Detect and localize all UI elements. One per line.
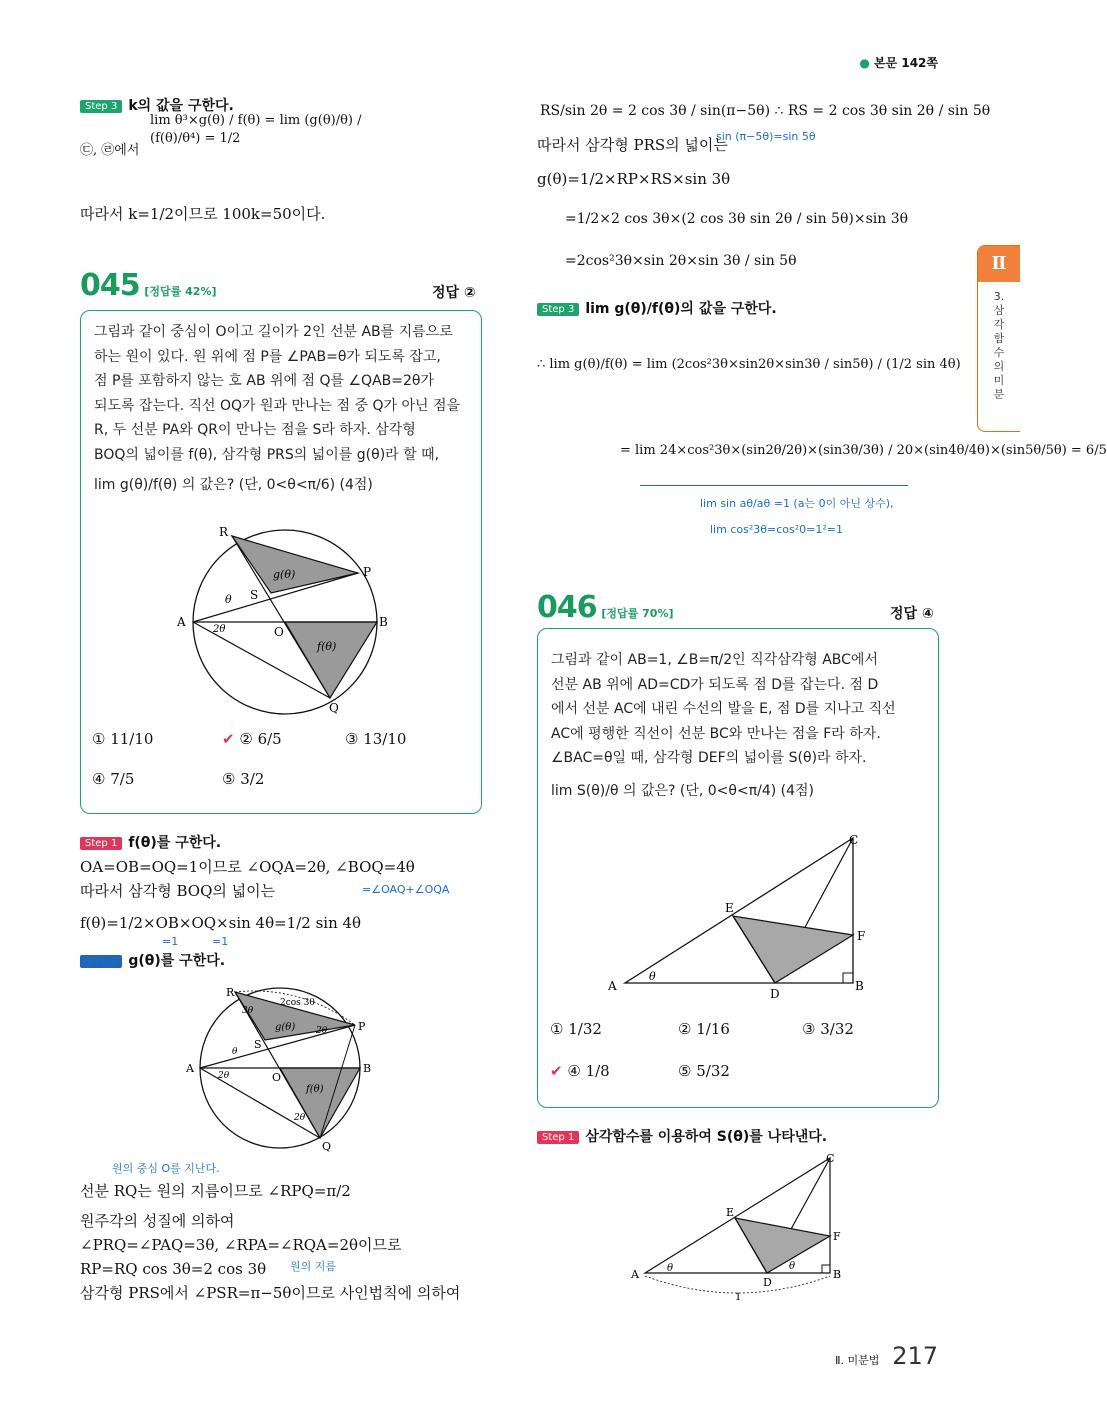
svg-text:Q: Q (329, 701, 339, 715)
p045-step3-note1: lim sin aθ/aθ =1 (a는 0이 아닌 상수), (700, 497, 894, 510)
svg-text:R: R (219, 525, 229, 539)
choice-045-4[interactable]: ④ 7/5 (92, 770, 135, 788)
svg-text:g(θ): g(θ) (273, 568, 296, 581)
p045-step1-line2: 따라서 삼각형 BOQ의 넓이는 (80, 882, 276, 900)
svg-text:θ: θ (225, 593, 232, 606)
problem-045-answer: 정답 ② (432, 285, 476, 301)
figure-046 (605, 828, 875, 1003)
left-step3-conclusion: 따라서 k=1/2이므로 100k=50이다. (80, 205, 326, 223)
svg-text:O: O (272, 1071, 282, 1084)
chapter-roman: Ⅱ (978, 246, 1020, 282)
svg-text:2θ: 2θ (218, 1071, 230, 1081)
svg-text:A: A (631, 1268, 639, 1281)
p045-step2-line5: 삼각형 PRS에서 ∠PSR=π−5θ이므로 사인법칙에 의하여 (80, 1284, 461, 1302)
page-number: 217 (892, 1342, 938, 1370)
svg-text:C: C (849, 833, 859, 847)
p045-right-line1: RS/sin 2θ = 2 cos 3θ / sin(π−5θ) ∴ RS = 2 cos 3θ sin 2θ / sin 5θ (540, 103, 991, 119)
svg-text:D: D (770, 987, 780, 1001)
svg-text:Q: Q (322, 1140, 332, 1153)
svg-text:θ: θ (232, 1047, 238, 1057)
svg-text:S: S (250, 588, 259, 602)
svg-text:F: F (857, 929, 866, 943)
choice-045-2[interactable]: ✔ ② 6/5 (222, 730, 282, 748)
figure-045 (175, 520, 395, 720)
p045-right-note: sin (π−5θ)=sin 5θ (716, 130, 816, 143)
svg-text:B: B (379, 615, 388, 629)
svg-text:B: B (833, 1268, 842, 1281)
page-footer: Ⅱ. 미분법 217 (835, 1342, 938, 1370)
svg-text:2θ: 2θ (213, 624, 226, 635)
svg-text:E: E (726, 1206, 735, 1219)
choice-046-2[interactable]: ② 1/16 (678, 1020, 730, 1038)
p045-step1-note2: =1 (162, 935, 179, 948)
choice-046-1[interactable]: ① 1/32 (550, 1020, 602, 1038)
check-mark-icon: ✔ (550, 1062, 563, 1080)
p045-step3-line1: ∴ lim g(θ)/f(θ) = lim (2cos²3θ×sin2θ×sin3θ / sin5θ) / (1/2 sin 4θ) (537, 357, 961, 372)
figure-046-step1 (625, 1148, 855, 1303)
choice-045-3[interactable]: ③ 13/10 (345, 730, 407, 748)
svg-text:1: 1 (735, 1292, 742, 1303)
page-ref: ● 본문 142쪽 (859, 56, 938, 70)
chapter-title-vertical: 3. 삼 각 함 수 의 미 분 (993, 290, 1005, 401)
p045-step3: Step 3 lim g(θ)/f(θ)의 값을 구한다. (537, 298, 777, 318)
p045-step1: Step 1 f(θ)를 구한다. (80, 832, 221, 852)
chapter-side-tab (977, 245, 1020, 432)
svg-text:O: O (274, 625, 284, 639)
svg-text:2θ: 2θ (316, 1026, 328, 1036)
svg-text:P: P (363, 565, 372, 579)
svg-text:E: E (725, 901, 734, 915)
svg-text:f(θ): f(θ) (306, 1084, 324, 1095)
p045-right-line4: =1/2×2 cos 3θ×(2 cos 3θ sin 2θ / sin 5θ)×sin 3θ (565, 211, 909, 227)
problem-046-answer: 정답 ④ (890, 606, 934, 622)
choice-046-4[interactable]: ✔ ④ 1/8 (550, 1062, 610, 1080)
p045-step2-line2: 원주각의 성질에 의하여 (80, 1212, 235, 1230)
svg-text:3θ: 3θ (242, 1006, 254, 1016)
svg-text:A: A (186, 1062, 194, 1075)
svg-text:P: P (358, 1020, 366, 1033)
p045-step2-note2: 원의 지름 (290, 1260, 337, 1273)
p045-step1-line1: OA=OB=OQ=1이므로 ∠OQA=2θ, ∠BOQ=4θ (80, 858, 415, 876)
svg-text:θ: θ (649, 970, 656, 983)
left-step3: Step 3 k의 값을 구한다. (80, 95, 234, 115)
svg-text:C: C (826, 1152, 835, 1165)
p045-step2: Step 2 g(θ)를 구한다. (80, 950, 225, 970)
problem-046-question: lim S(θ)/θ 의 값은? (단, 0<θ<π/4) (4점) (551, 782, 815, 799)
choice-045-5[interactable]: ⑤ 3/2 (222, 770, 265, 788)
svg-text:D: D (763, 1276, 772, 1289)
p045-step1-note3: =1 (212, 935, 229, 948)
left-step3-eq: lim θ³×g(θ) / f(θ) = lim (g(θ)/θ) / (f(θ)/θ⁴) = 1/2 (150, 113, 362, 146)
p045-step1-note1: =∠OAQ+∠OQA (362, 883, 450, 896)
p045-step1-line3: f(θ)=1/2×OB×OQ×sin 4θ=1/2 sin 4θ (80, 914, 362, 932)
p045-step2-line3: ∠PRQ=∠PAQ=3θ, ∠RPA=∠RQA=2θ이므로 (80, 1236, 402, 1254)
problem-045-question: lim g(θ)/f(θ) 의 값은? (단, 0<θ<π/6) (4점) (94, 477, 373, 493)
svg-text:θ: θ (789, 1261, 796, 1272)
choice-045-1[interactable]: ① 11/10 (92, 730, 154, 748)
problem-045-header: 045 [정답률 42%] (80, 268, 217, 303)
p045-step3-note2: lim cos²3θ=cos²0=1²=1 (710, 523, 843, 536)
svg-text:g(θ): g(θ) (275, 1022, 296, 1033)
triangle-boq (285, 622, 377, 698)
p045-step2-line1: 선분 RQ는 원의 지름이므로 ∠RPQ=π/2 (80, 1182, 351, 1200)
svg-text:A: A (177, 615, 186, 629)
p045-right-line3: g(θ)=1/2×RP×RS×sin 3θ (537, 170, 731, 188)
p045-right-line5: =2cos²3θ×sin 2θ×sin 3θ / sin 5θ (565, 253, 797, 269)
p046-step1: Step 1 삼각함수를 이용하여 S(θ)를 나타낸다. (537, 1126, 827, 1146)
problem-045-text: 그림과 같이 중심이 O이고 길이가 2인 선분 AB를 지름으로 하는 원이 있다. 원 위에 점 P를 ∠PAB=θ가 되도록 잡고, 점 P를 포함하지 않는 호 AB 위에 점 Q를 ∠QAB=2θ가 되도록 잡는다. 직선 OQ가 원과 만나는 점 중 Q가 아닌 점을 R, 두 선분 PA와 QR이 만나는 점을 S라 하자. 삼각형 BOQ의 넓이를 f(θ), 삼각형 PRS의 넓이를 g(θ)라 할 때, lim g(θ)/f(θ) 의 값은? (단, 0<θ<π/6) (4점) (94, 320, 474, 498)
choice-046-3[interactable]: ③ 3/32 (802, 1020, 854, 1038)
svg-text:2cos 3θ: 2cos 3θ (280, 998, 315, 1008)
svg-text:S: S (254, 1038, 262, 1051)
p045-step3-underline (640, 485, 908, 486)
problem-046-header: 046 [정답률 70%] (537, 590, 674, 625)
triangle-prs (232, 536, 358, 593)
svg-text:B: B (363, 1062, 372, 1075)
choice-046-5[interactable]: ⑤ 5/32 (678, 1062, 730, 1080)
svg-text:R: R (226, 986, 235, 999)
svg-text:B: B (855, 979, 864, 993)
p045-step3-line2: = lim 24×cos²3θ×(sin2θ/2θ)×(sin3θ/3θ) / 20×(sin4θ/4θ)×(sin5θ/5θ) = 6/5 (620, 443, 1107, 458)
p045-step2-note1: 원의 중심 O를 지난다. (112, 1162, 220, 1175)
svg-text:θ: θ (667, 1263, 674, 1274)
circle-bullet-icon: ● (859, 56, 870, 70)
problem-046-text: 그림과 같이 AB=1, ∠B=π/2인 직각삼각형 ABC에서 선분 AB 위에 AD=CD가 되도록 점 D를 잡는다. 점 D 에서 선분 AC에 내린 수선의 발을 E, 점 D를 지나고 직선 AC에 평행한 직선이 선분 BC와 만나는 점을 F라 하자. ∠BAC=θ일 때, 삼각형 DEF의 넓이를 S(θ)라 하자. lim S(θ)/θ 의 값은? (단, 0<θ<π/4) (4점) (551, 648, 931, 803)
p045-step2-line4: RP=RQ cos 3θ=2 cos 3θ (80, 1260, 267, 1278)
left-step3-eq-prefix: ㉢, ㉣에서 (80, 143, 140, 158)
svg-text:2θ: 2θ (294, 1113, 306, 1123)
check-mark-icon: ✔ (222, 730, 235, 748)
svg-text:A: A (608, 979, 617, 993)
svg-text:f(θ): f(θ) (317, 640, 337, 653)
p045-right-line2: 따라서 삼각형 PRS의 넓이는 (537, 136, 728, 154)
figure-045-step2 (180, 980, 380, 1155)
svg-text:F: F (833, 1230, 841, 1243)
